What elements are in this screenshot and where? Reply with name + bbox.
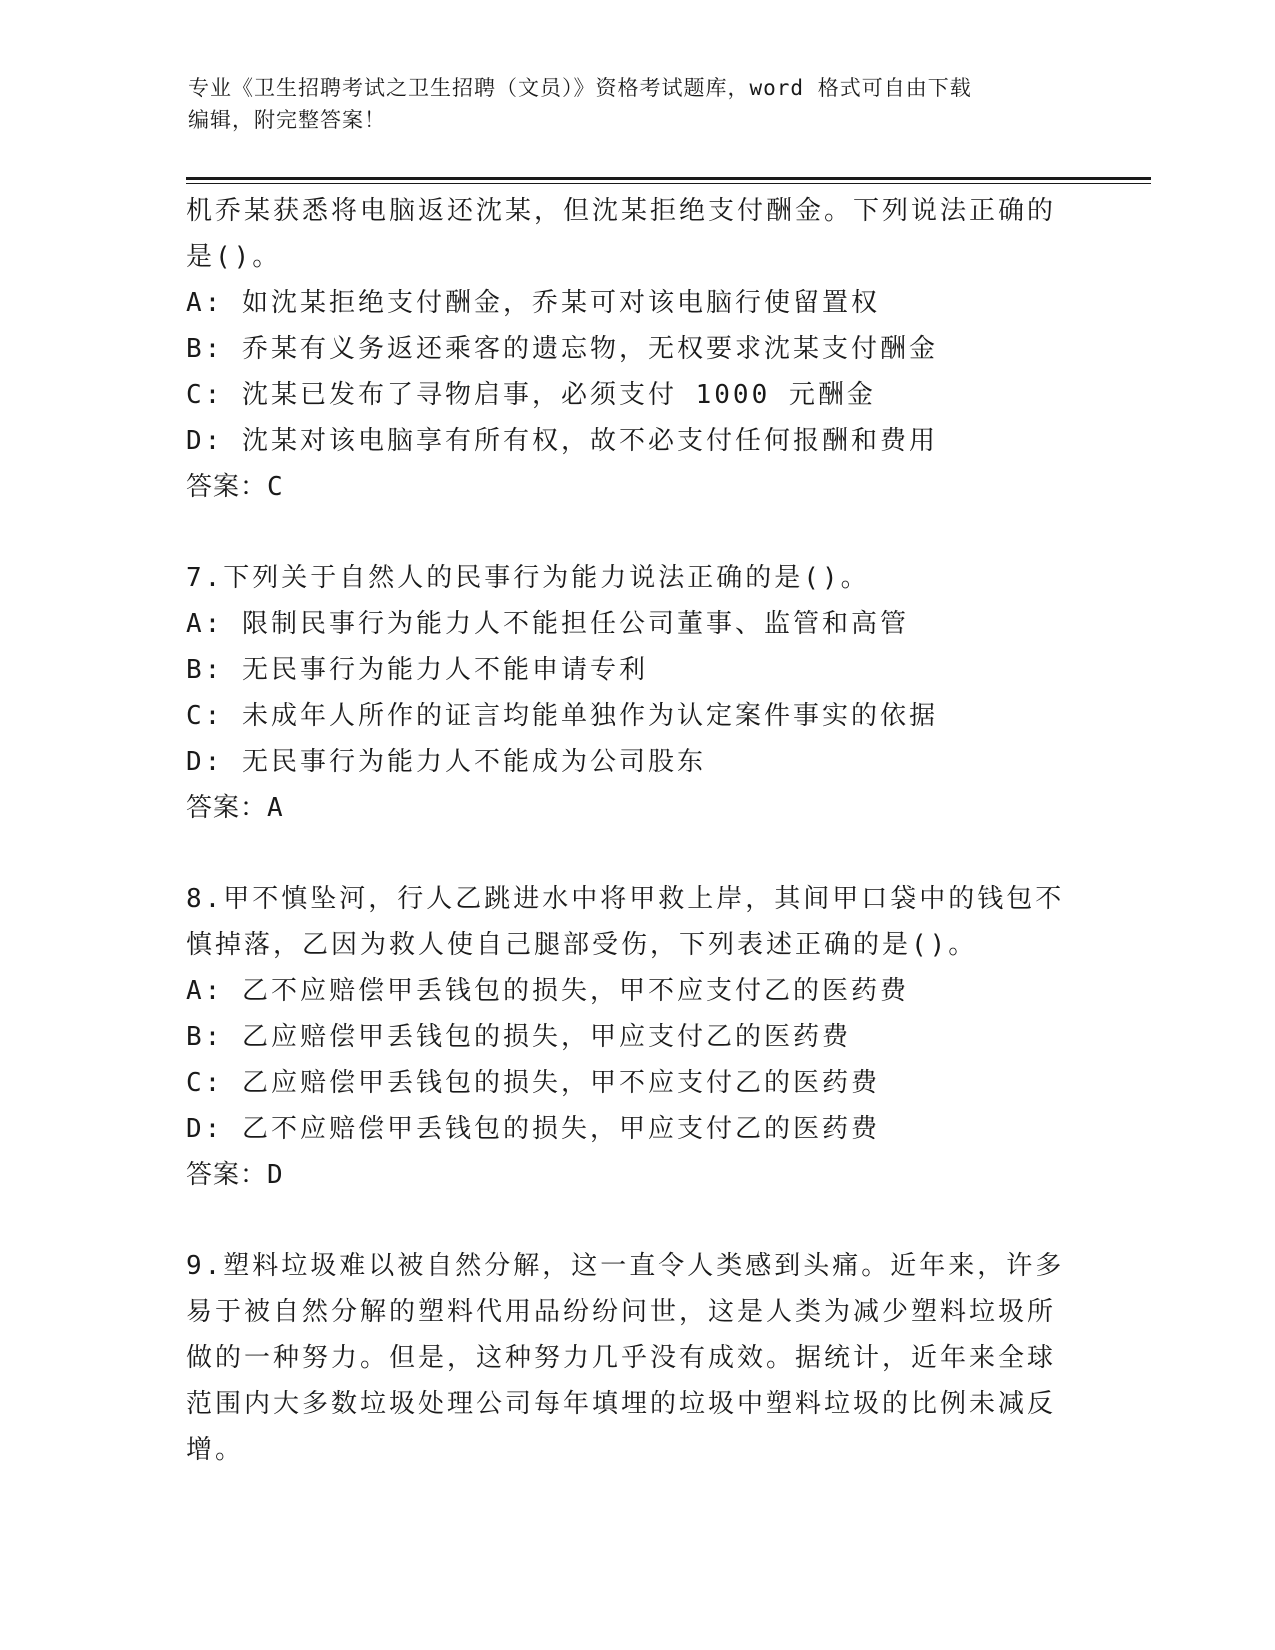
header-rule-thin [186, 183, 1151, 184]
option-a: A: 限制民事行为能力人不能担任公司董事、监管和高管 [186, 609, 909, 639]
header-rule-thick [186, 177, 1151, 180]
question-stem-line: 是()。 [186, 242, 282, 272]
answer-line: 答案：C [186, 472, 284, 502]
header-line-1: 专业《卫生招聘考试之卫生招聘（文员）》资格考试题库，word 格式可自由下载 [188, 76, 972, 100]
question-stem-line: 做的一种努力。但是，这种努力几乎没有成效。据统计，近年来全球 [186, 1343, 1057, 1373]
question-9 [186, 1243, 1066, 1473]
option-b: B: 乔某有义务返还乘客的遗忘物，无权要求沈某支付酬金 [186, 334, 938, 364]
option-b: B: 无民事行为能力人不能申请专利 [186, 655, 648, 685]
option-d: D: 沈某对该电脑享有所有权，故不必支付任何报酬和费用 [186, 426, 938, 456]
option-d: D: 乙不应赔偿甲丢钱包的损失，甲应支付乙的医药费 [186, 1114, 880, 1144]
question-stem-line: 8.甲不慎坠河，行人乙跳进水中将甲救上岸，其间甲口袋中的钱包不 [186, 884, 1065, 914]
option-c: C: 沈某已发布了寻物启事，必须支付 1000 元酬金 [186, 380, 876, 410]
answer-line: 答案：A [186, 793, 284, 823]
answer-line: 答案：D [186, 1160, 284, 1190]
option-a: A: 如沈某拒绝支付酬金，乔某可对该电脑行使留置权 [186, 288, 880, 318]
page-header [188, 72, 1088, 136]
spacer [186, 831, 1066, 876]
spacer [186, 1198, 1066, 1243]
option-b: B: 乙应赔偿甲丢钱包的损失，甲应支付乙的医药费 [186, 1022, 851, 1052]
header-line-2: 编辑，附完整答案！ [188, 108, 386, 132]
question-stem-line: 易于被自然分解的塑料代用品纷纷问世，这是人类为减少塑料垃圾所 [186, 1297, 1057, 1327]
question-7 [186, 555, 1066, 831]
spacer [186, 510, 1066, 555]
question-6 [186, 188, 1066, 510]
question-stem-line: 增。 [186, 1435, 245, 1465]
question-stem-line: 7.下列关于自然人的民事行为能力说法正确的是()。 [186, 563, 870, 593]
question-stem-line: 范围内大多数垃圾处理公司每年填埋的垃圾中塑料垃圾的比例未减反 [186, 1389, 1057, 1419]
option-c: C: 乙应赔偿甲丢钱包的损失，甲不应支付乙的医药费 [186, 1068, 880, 1098]
question-stem-line: 9.塑料垃圾难以被自然分解，这一直令人类感到头痛。近年来，许多 [186, 1251, 1065, 1281]
option-d: D: 无民事行为能力人不能成为公司股东 [186, 747, 706, 777]
question-8 [186, 876, 1066, 1198]
question-stem-line: 机乔某获悉将电脑返还沈某，但沈某拒绝支付酬金。下列说法正确的 [186, 196, 1057, 226]
document-body [186, 188, 1066, 1473]
option-c: C: 未成年人所作的证言均能单独作为认定案件事实的依据 [186, 701, 938, 731]
question-stem-line: 慎掉落，乙因为救人使自己腿部受伤，下列表述正确的是()。 [186, 930, 978, 960]
option-a: A: 乙不应赔偿甲丢钱包的损失，甲不应支付乙的医药费 [186, 976, 909, 1006]
